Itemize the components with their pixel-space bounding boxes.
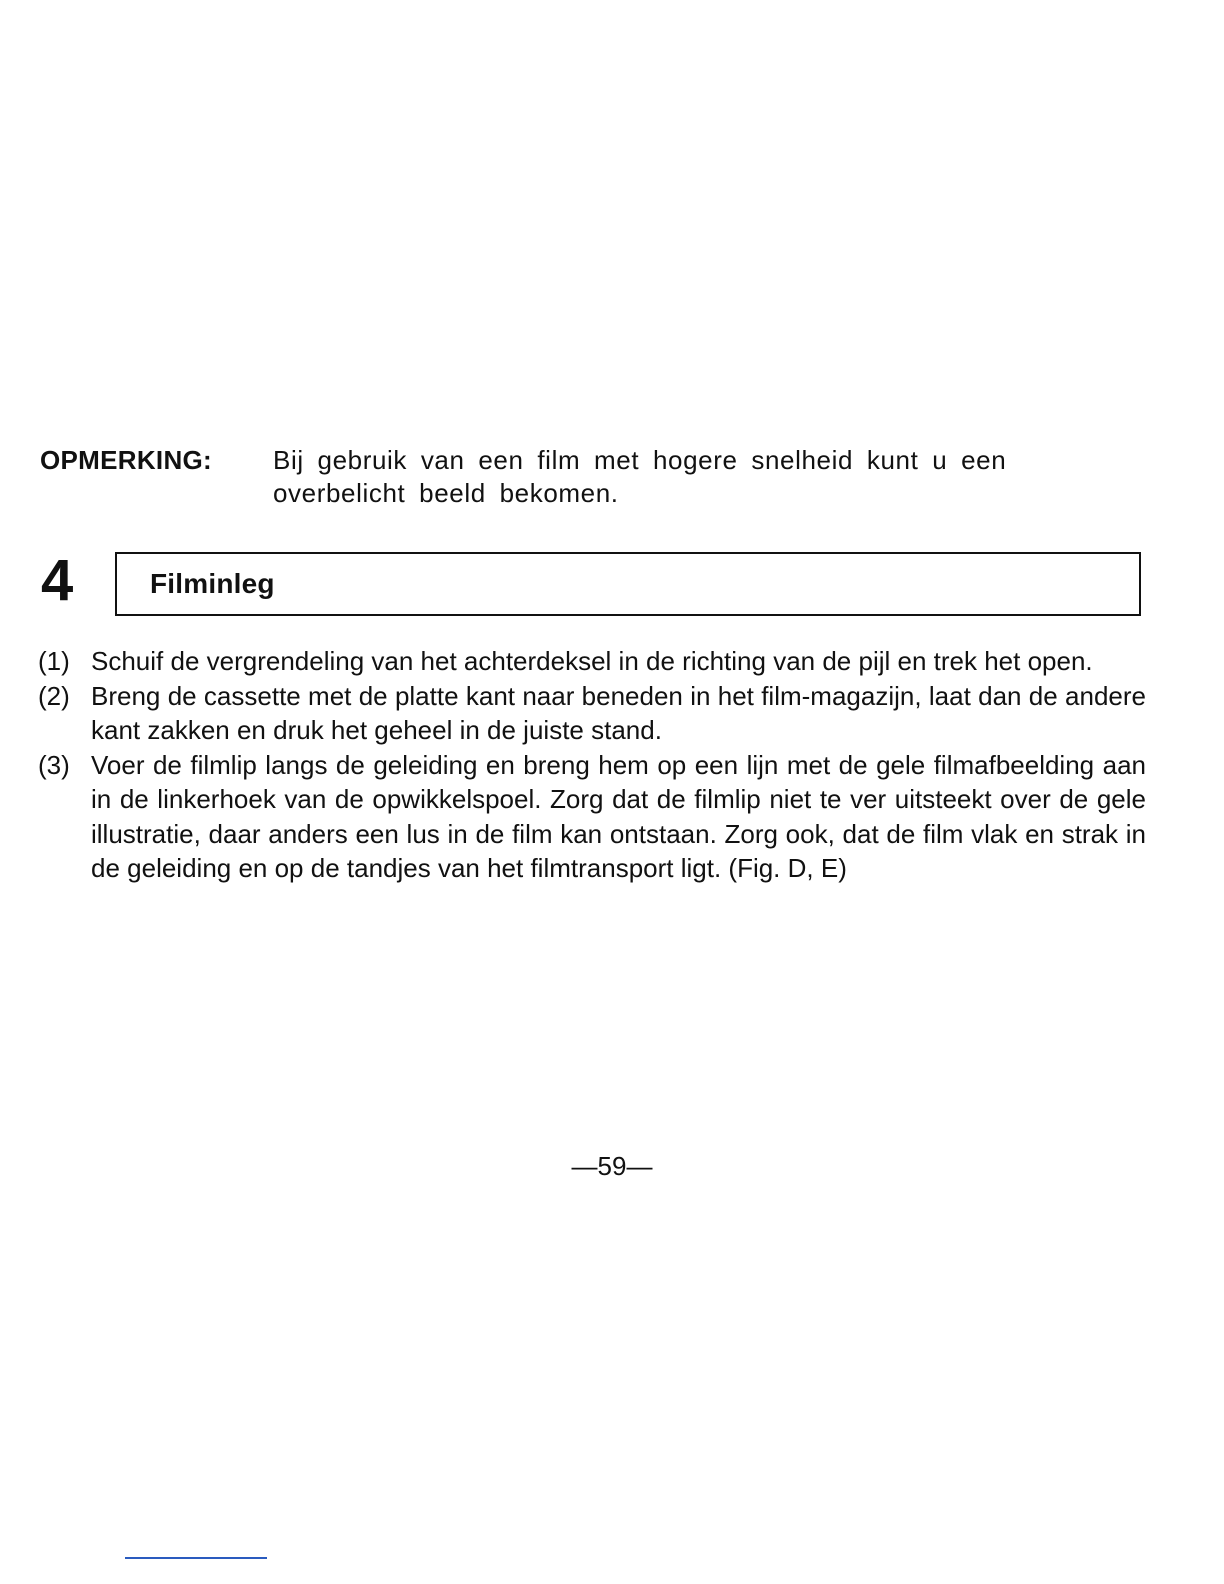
step-number: (3)	[38, 749, 70, 780]
step-number: (1)	[38, 646, 70, 676]
section-heading-box	[115, 552, 1141, 616]
page-number: —59—	[571, 1151, 653, 1181]
step-text: Breng de cassette met de platte kant naar beneden in het film-magazijn, laat dan de andere kant zakken en druk het geheel in de juiste stand.	[91, 680, 1146, 745]
step-number: (2)	[38, 680, 70, 711]
instruction-list	[38, 644, 1146, 886]
section-number: 4	[41, 548, 74, 613]
step-text: Voer de filmlip langs de geleiding en breng hem op een lijn met de gele filmafbeelding aan in de linkerhoek van de opwikkelspoel. Zorg dat de filmlip niet te ver uitsteekt over de gele illustratie, daar anders een lus in de film kan ontstaan. Zorg ook, dat de film vlak en strak in de geleiding en op de tandjes van het filmtransport ligt. (Fig. D, E)	[91, 749, 1146, 883]
step-text: Schuif de vergrendeling van het achterdeksel in de richting van de pijl en trek het open.	[91, 646, 1093, 676]
section-title: Filminleg	[150, 568, 275, 599]
list-item	[38, 679, 1146, 748]
note-block	[40, 444, 1140, 510]
list-item	[38, 644, 1146, 679]
bottom-divider	[125, 1557, 267, 1559]
note-text: Bij gebruik van een film met hogere snelheid kunt u een overbelicht beeld bekomen.	[273, 445, 1007, 508]
list-item	[38, 748, 1146, 886]
note-label: OPMERKING:	[40, 445, 212, 475]
